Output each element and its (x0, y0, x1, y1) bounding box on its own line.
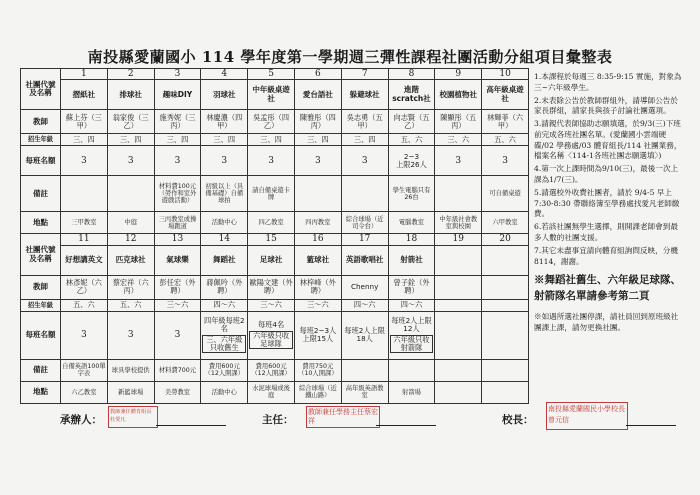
club-teacher: 蔡宏祥（六丙） (107, 275, 154, 299)
club-grade: 五、六 (388, 134, 435, 146)
principal-stamp: 南投縣愛蘭國民小學校長曾元信 (546, 402, 628, 430)
club-teacher: 林慶濃（四甲） (201, 110, 248, 134)
club-teacher: 彭任宏（外聘） (154, 275, 201, 299)
page-title: 南投縣愛蘭國小 114 學年度第一學期週三彈性課程社團活動分組項目彙整表 (87, 48, 613, 66)
table-row-location-top (21, 212, 529, 234)
club-quota: 3 (294, 146, 341, 176)
club-location: 六乙教室 (61, 381, 108, 403)
club-location: 水泥球場或後庭 (248, 381, 295, 403)
club-remarks (341, 176, 388, 212)
club-name: 校園植物社 (435, 80, 482, 110)
club-grade: 四～六 (388, 299, 435, 311)
director-underline (376, 425, 436, 426)
club-grade: 五、六 (107, 299, 154, 311)
table-row-quota-top (21, 146, 529, 176)
club-quota: 3 (341, 146, 388, 176)
club-code: 20 (482, 234, 529, 245)
note-bold: ※舞蹈社舊生、六年級足球隊、射箭隊名單請參考第二頁 (534, 274, 681, 302)
club-remarks: 費用600元（12人開課） (201, 359, 248, 381)
club-remarks (61, 176, 108, 212)
club-grade (482, 299, 529, 311)
table-row-teachers-top (21, 110, 529, 134)
club-quota (482, 311, 529, 359)
notes-panel (534, 72, 684, 335)
club-remarks: 可自備桌遊 (482, 176, 529, 212)
club-code: 10 (482, 69, 529, 80)
note-item: 2.未表除公告於教師群組外，請導師公告於家長群組，請家長與孩子討論社團選項。 (534, 95, 678, 116)
club-code: 12 (107, 234, 154, 245)
club-name: 射箭社 (388, 245, 435, 275)
club-teacher: 林彥妮（六乙） (61, 275, 108, 299)
quota-value: 每班2人上限12人 (391, 316, 432, 334)
club-location: 三甲教室 (61, 212, 108, 234)
quota-detail: 六年級只收射箭隊 (390, 335, 434, 354)
club-location: 中年級社會教室與校園 (435, 212, 482, 234)
table-row-names-bottom (21, 245, 529, 275)
club-grade: 五、六 (482, 134, 529, 146)
club-name: 高年級桌遊社 (482, 80, 529, 110)
club-grade: 五、六 (61, 299, 108, 311)
label-quota: 每班名額 (21, 311, 61, 359)
club-name (482, 245, 529, 275)
club-name: 足球社 (248, 245, 295, 275)
table-row-teachers-bottom (21, 275, 529, 299)
table-row-quota-bottom (21, 311, 529, 359)
note-item: 3.請親代表師協助志願填選，於9/3(三)下班前完成各班社團名單。(愛蘭國小雲端硬碟/02 學務處/03 體育組長/114 社團業務，檔案名稱〈114-1各班社團志願選填〉) (534, 119, 682, 161)
table-row-codes-bottom (21, 234, 529, 245)
club-location: 中庭 (107, 212, 154, 234)
club-quota: 3 (482, 146, 529, 176)
club-location: 綜合球場（近司令台） (341, 212, 388, 234)
club-quota (201, 311, 248, 359)
quota-detail: 六年級只收足球隊 (249, 331, 293, 350)
club-teacher: 陳雅彤（四丙） (294, 110, 341, 134)
club-location (435, 381, 482, 403)
club-quota (388, 146, 435, 176)
club-teacher: Chenny (341, 275, 388, 299)
club-name: 舞蹈社 (201, 245, 248, 275)
quota-note: 上限26人 (396, 159, 427, 169)
club-code: 15 (248, 234, 295, 245)
table-row-location-bottom (21, 381, 529, 403)
club-code: 18 (388, 234, 435, 245)
note-item: 4.第一次上課時間為9/10(三)，最後一次上課為1/7(三)。 (534, 164, 679, 185)
club-location (482, 381, 529, 403)
club-remarks: 請自備桌遊卡牌 (248, 176, 295, 212)
club-quota: 3 (107, 311, 154, 359)
club-remarks: 費用750元（10人開課） (294, 359, 341, 381)
club-quota (248, 311, 295, 359)
club-remarks: 材料費700元 (154, 359, 201, 381)
club-code: 3 (154, 69, 201, 80)
club-location: 高年級英語教室 (341, 381, 388, 403)
club-code: 11 (61, 234, 108, 245)
club-code: 19 (435, 234, 482, 245)
quota-detail: 三、六年級只收舊生 (202, 335, 246, 354)
principal-label: 校長： (502, 414, 534, 426)
club-grade: 四～六 (341, 299, 388, 311)
note-item: 6.若該社團無學生選擇，則開課老師會到最多人數的社團支援。 (534, 222, 678, 242)
club-quota: 3 (61, 311, 108, 359)
club-teacher: 林輝菲（六甲） (482, 110, 529, 134)
club-name: 躲避球社 (341, 80, 388, 110)
club-grade: 三～六 (154, 299, 201, 311)
club-teacher: 歐陽文建（外聘） (248, 275, 295, 299)
club-teacher: 吳志勇（五甲） (341, 110, 388, 134)
club-code: 2 (107, 69, 154, 80)
quota-value: 四年級每班2名 (204, 316, 245, 334)
club-grade: 四～六 (201, 299, 248, 311)
club-name: 愛台語社 (294, 80, 341, 110)
club-remarks (388, 359, 435, 381)
club-remarks (435, 359, 482, 381)
club-grade (435, 299, 482, 311)
club-teacher: 施秀妮（三丙） (154, 110, 201, 134)
club-grade: 三、四 (107, 134, 154, 146)
club-location: 射箭場 (388, 381, 435, 403)
club-remarks: 初級以上（具備基礎）自備球拍 (201, 176, 248, 212)
club-name: 進階scratch社 (388, 80, 435, 110)
club-teacher: 曾子銓（外聘） (388, 275, 435, 299)
label-remarks: 備註 (21, 176, 61, 212)
label-location: 地點 (21, 381, 61, 403)
label-code-name: 社團代號及名稱 (21, 234, 61, 275)
club-code: 17 (341, 234, 388, 245)
club-code: 1 (61, 69, 108, 80)
quota-value: 每班4名 (258, 320, 285, 330)
club-name: 籃球社 (294, 245, 341, 275)
club-quota: 3 (61, 146, 108, 176)
club-grade: 三、四 (341, 134, 388, 146)
label-grade: 招生年級 (21, 299, 61, 311)
club-code: 6 (294, 69, 341, 80)
club-remarks: 學生電腦只有26台 (388, 176, 435, 212)
club-code: 9 (435, 69, 482, 80)
club-remarks (482, 359, 529, 381)
club-quota (388, 311, 435, 359)
club-quota: 3 (107, 146, 154, 176)
club-quota: 每班2人上限18人 (341, 311, 388, 359)
club-quota: 3 (248, 146, 295, 176)
club-quota: 3 (201, 146, 248, 176)
club-remarks: 球具學校提供 (107, 359, 154, 381)
organizer-underline (156, 425, 226, 426)
organizer-label: 承辦人： (60, 414, 102, 426)
table-row-grades-top (21, 134, 529, 146)
table-row-remarks-top (21, 176, 529, 212)
label-location: 地點 (21, 212, 61, 234)
club-teacher (482, 275, 529, 299)
club-teacher: 蔣佩吟（外聘） (201, 275, 248, 299)
quota-value: 2~3 (403, 151, 420, 161)
label-code-name: 社團代號及名稱 (21, 69, 61, 110)
club-remarks (107, 176, 154, 212)
club-name: 中年級桌遊社 (248, 80, 295, 110)
club-grade: 三～六 (294, 299, 341, 311)
club-location: 美勞教室 (154, 381, 201, 403)
label-grade: 招生年級 (21, 134, 61, 146)
label-teacher: 教師 (21, 275, 61, 299)
club-location: 新籃球場 (107, 381, 154, 403)
club-quota: 3 (154, 146, 201, 176)
club-code: 14 (201, 234, 248, 245)
club-quota (435, 311, 482, 359)
note-item: 7.其它未盡事宜請向體育組詢問反映，分機8114，謝謝。 (534, 245, 678, 266)
club-grade: 三、四 (201, 134, 248, 146)
club-name (435, 245, 482, 275)
director-label: 主任： (262, 414, 294, 426)
club-quota: 3 (154, 311, 201, 359)
club-code: 8 (388, 69, 435, 80)
club-teacher: 翁家俊（三乙） (107, 110, 154, 134)
club-name: 英語歌唱社 (341, 245, 388, 275)
club-name: 羽球社 (201, 80, 248, 110)
club-name: 匹克球社 (107, 245, 154, 275)
club-name: 摺紙社 (61, 80, 108, 110)
club-name: 氣球樂 (154, 245, 201, 275)
club-grade: 三、四 (294, 134, 341, 146)
club-teacher (435, 275, 482, 299)
director-stamp: 教師兼任學務主任蔡宏祥 (306, 406, 380, 428)
note-item: 5.請選校外收費社團者，請於 9/4-5 早上 7:30-8:30 帶聯絡簿至學務處找愛凡老師繳費。 (534, 187, 680, 219)
club-grade: 三、四 (154, 134, 201, 146)
club-code: 4 (201, 69, 248, 80)
organizer-stamp: 教師兼任體育組長杜愛凡 (108, 406, 158, 428)
club-location: 四丙教室 (294, 212, 341, 234)
club-teacher: 向志賢（五乙） (388, 110, 435, 134)
principal-underline (626, 425, 676, 426)
club-remarks (294, 176, 341, 212)
note-item: 1.本課程於每週三 8:35-9:15 實施，對象為三~六年級學生。 (534, 72, 682, 92)
club-remarks (341, 359, 388, 381)
club-location: 活動中心 (201, 212, 248, 234)
club-grade: 三、四 (61, 134, 108, 146)
club-location: 六甲教室 (482, 212, 529, 234)
club-name: 趣味DIY (154, 80, 201, 110)
club-location: 綜合球場（近鐵山路） (294, 381, 341, 403)
club-name: 好想講英文 (61, 245, 108, 275)
club-table (20, 68, 529, 404)
club-code: 5 (248, 69, 295, 80)
table-row-grades-bottom (21, 299, 529, 311)
club-location: 電腦教室 (388, 212, 435, 234)
club-code: 16 (294, 234, 341, 245)
table-row-codes-top (21, 69, 529, 80)
club-name: 排球社 (107, 80, 154, 110)
table-row-remarks-bottom (21, 359, 529, 381)
club-location: 四乙教室 (248, 212, 295, 234)
club-grade: 三、六 (435, 134, 482, 146)
club-remarks (435, 176, 482, 212)
club-teacher: 吳孟彤（四乙） (248, 110, 295, 134)
club-code: 7 (341, 69, 388, 80)
club-teacher: 蘇上芬（三甲） (61, 110, 108, 134)
club-teacher: 陳顯彤（五丙） (435, 110, 482, 134)
club-teacher: 林梓峰（外聘） (294, 275, 341, 299)
club-quota: 每班2~3人上限15人 (294, 311, 341, 359)
label-teacher: 教師 (21, 110, 61, 134)
club-remarks: 自備英語100單字表 (61, 359, 108, 381)
club-grade: 三～六 (248, 299, 295, 311)
club-code: 13 (154, 234, 201, 245)
club-quota: 3 (435, 146, 482, 176)
club-location: 活動中心 (201, 381, 248, 403)
table-row-names-top (21, 80, 529, 110)
label-quota: 每班名額 (21, 146, 61, 176)
club-location: 三丙教室或操場跑道 (154, 212, 201, 234)
note-small: ※如遇所選社團停課，請社員回到原班級社團課上課，請勿更換社團。 (534, 311, 679, 332)
club-remarks: 費用600元（12人開課） (248, 359, 295, 381)
club-remarks: 材料費100元（勞作和室外遊戲活動） (154, 176, 201, 212)
label-remarks: 備註 (21, 359, 61, 381)
club-grade: 三、四 (248, 134, 295, 146)
